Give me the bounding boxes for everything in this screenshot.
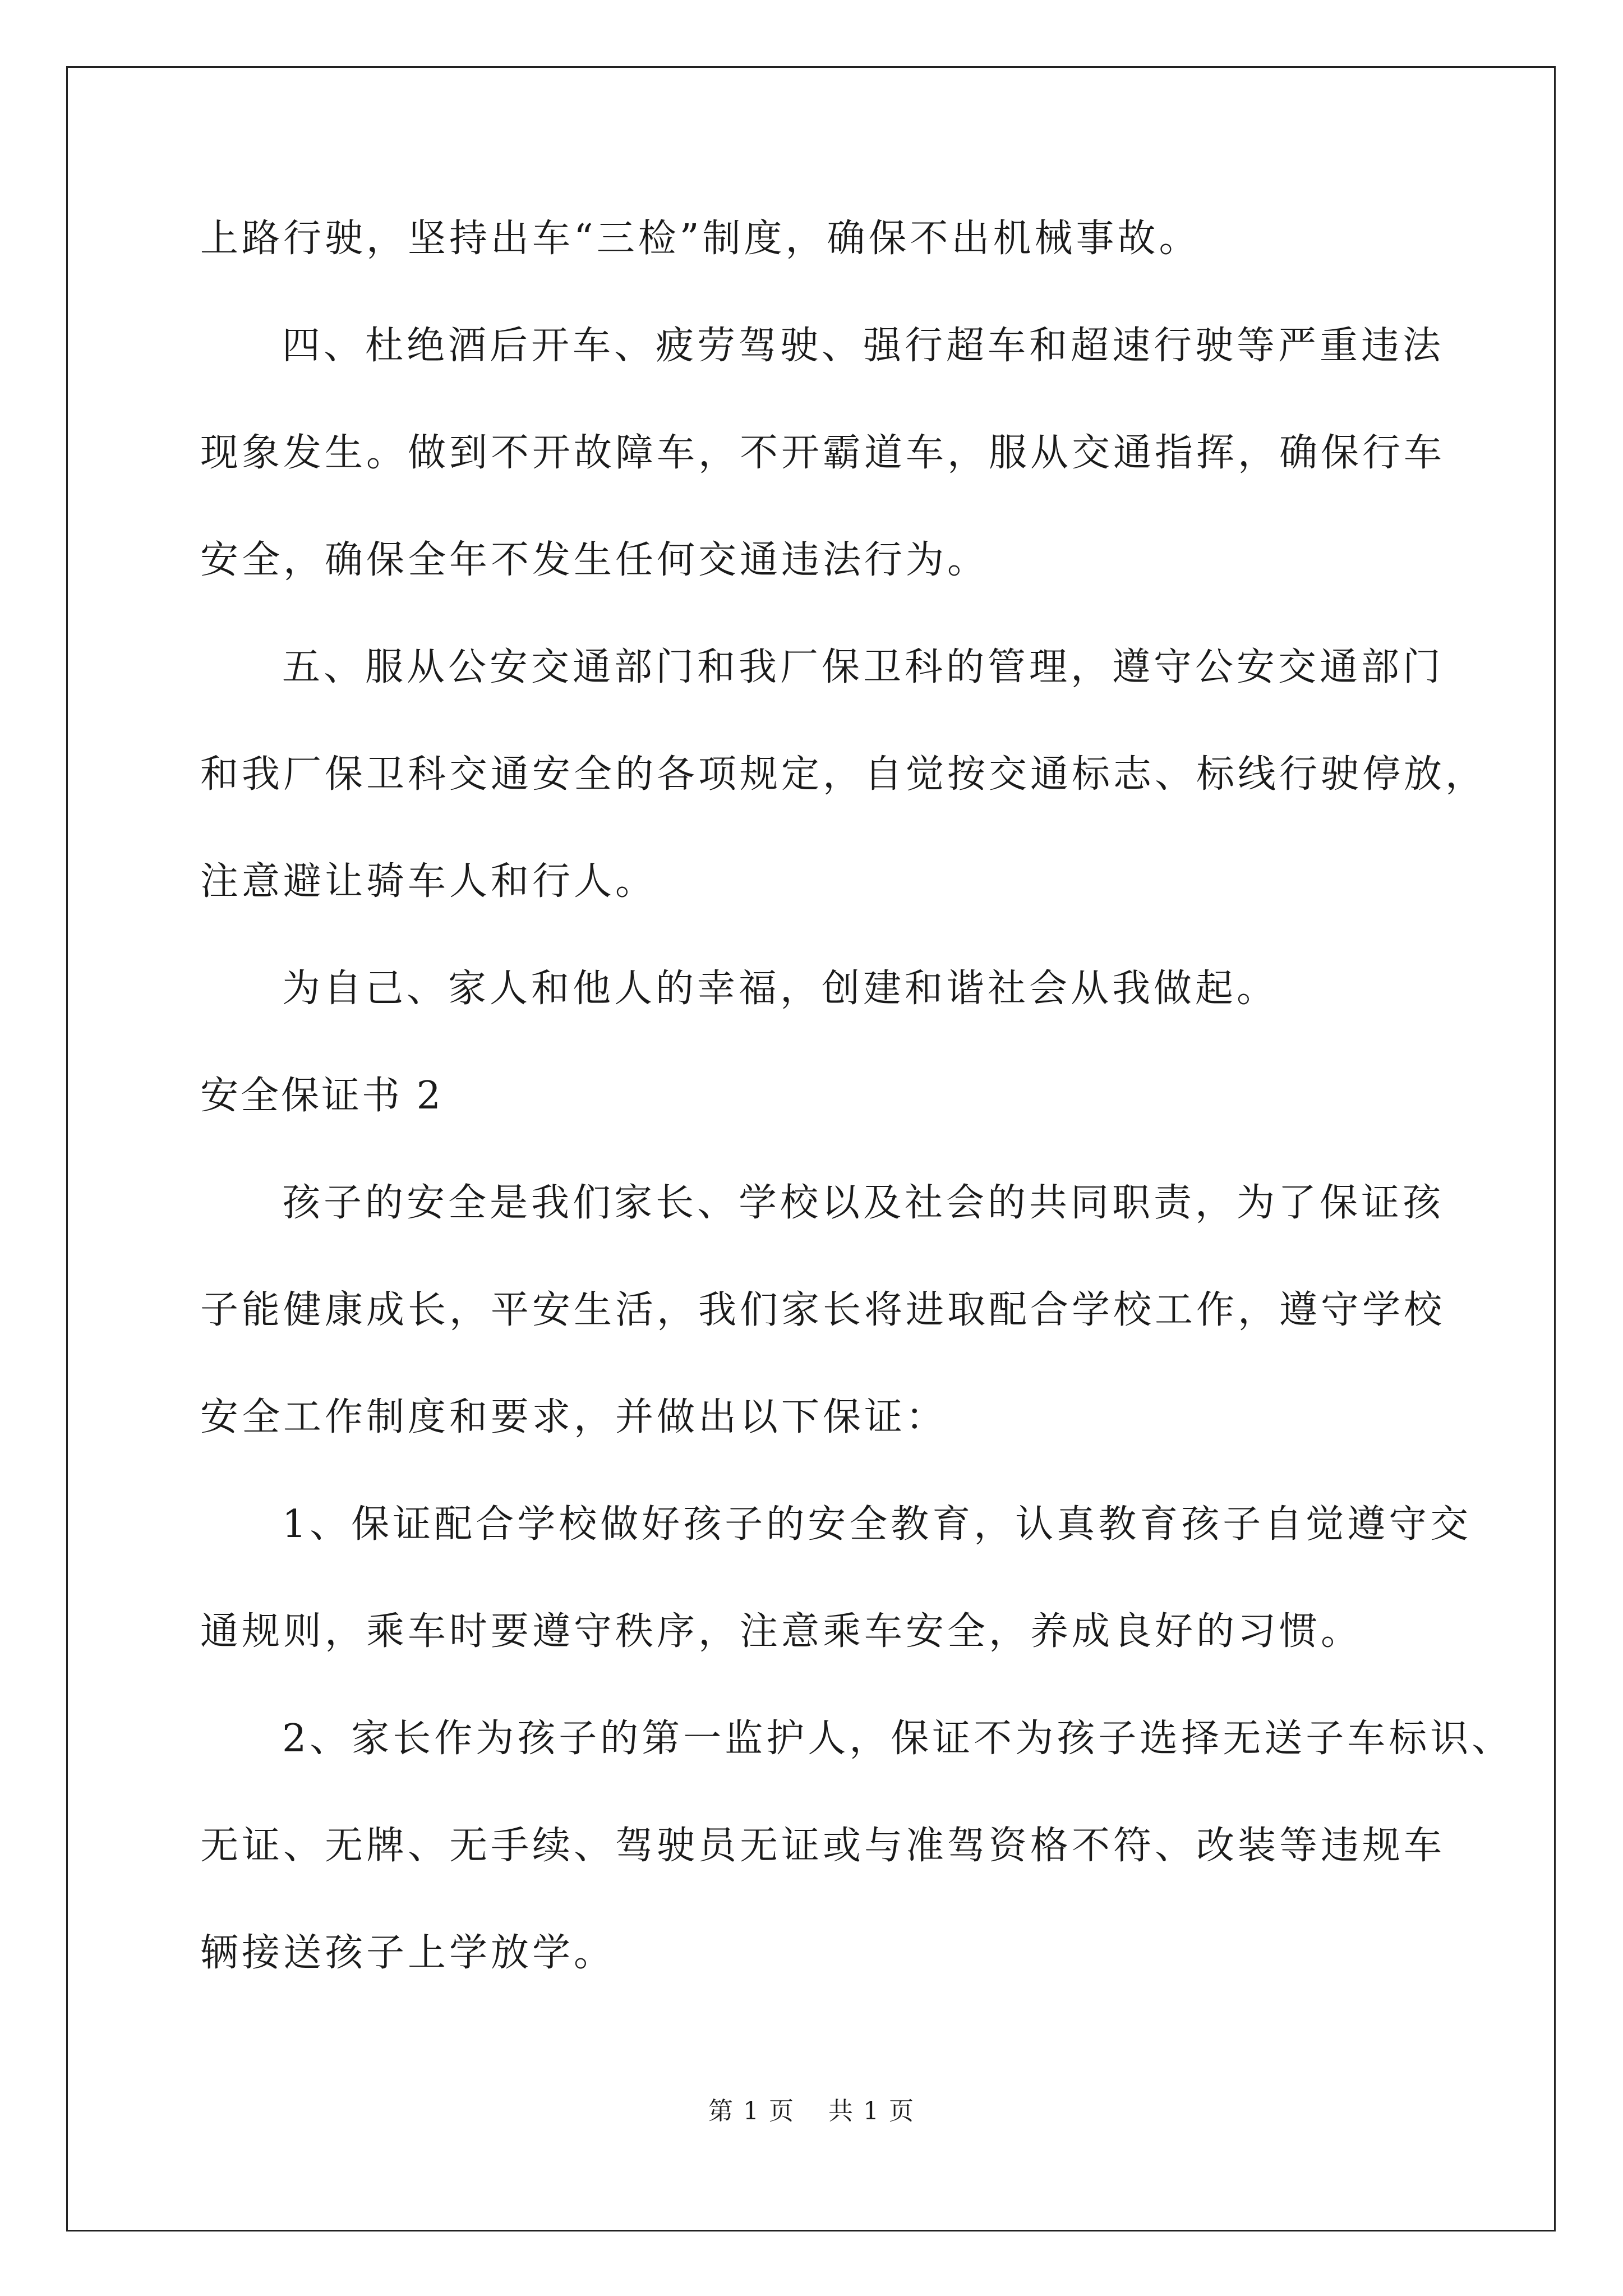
body-line: 无证、无牌、无手续、驾驶员无证或与准驾资格不符、改装等违规车 xyxy=(200,1824,1446,1868)
paragraph-intro-line: 孩子的安全是我们家长、学校以及社会的共同职责，为了保证孩 xyxy=(282,1181,1445,1225)
body-line: 辆接送孩子上学放学。 xyxy=(200,1931,616,1975)
document-body xyxy=(200,212,1514,2033)
paragraph-item-4-line: 四、杜绝酒后开车、疲劳驾驶、强行超车和超速行驶等严重违法 xyxy=(282,324,1445,368)
page-footer xyxy=(0,2096,1623,2127)
page-total: 共 1 页 xyxy=(828,2097,915,2125)
body-line: 安全，确保全年不发生任何交通违法行为。 xyxy=(200,538,989,582)
closing-paragraph-line: 为自己、家人和他人的幸福，创建和谐社会从我做起。 xyxy=(282,967,1279,1011)
body-line: 子能健康成长，平安生活，我们家长将进取配合学校工作，遵守学校 xyxy=(200,1288,1446,1332)
paragraph-item-5-line: 五、服从公安交通部门和我厂保卫科的管理，遵守公安交通部门 xyxy=(282,645,1445,689)
body-line: 上路行驶，坚持出车“三检”制度，确保不出机械事故。 xyxy=(200,217,1201,261)
body-line: 通规则，乘车时要遵守秩序，注意乘车安全，养成良好的习惯。 xyxy=(200,1609,1363,1654)
paragraph-item-2-line: 2、家长作为孩子的第一监护人，保证不为孩子选择无送子车标识、 xyxy=(282,1717,1514,1761)
body-line: 安全工作制度和要求，并做出以下保证： xyxy=(200,1395,948,1439)
body-line: 注意避让骑车人和行人。 xyxy=(200,859,657,904)
body-line: 和我厂保卫科交通安全的各项规定，自觉按交通标志、标线行驶停放， xyxy=(200,752,1487,797)
paragraph-item-1-line: 1、保证配合学校做好孩子的安全教育，认真教育孩子自觉遵守交 xyxy=(282,1502,1472,1547)
body-line: 现象发生。做到不开故障车，不开霸道车，服从交通指挥，确保行车 xyxy=(200,431,1446,475)
page-number: 第 1 页 xyxy=(708,2097,795,2125)
section-heading: 安全保证书 2 xyxy=(200,1074,443,1118)
